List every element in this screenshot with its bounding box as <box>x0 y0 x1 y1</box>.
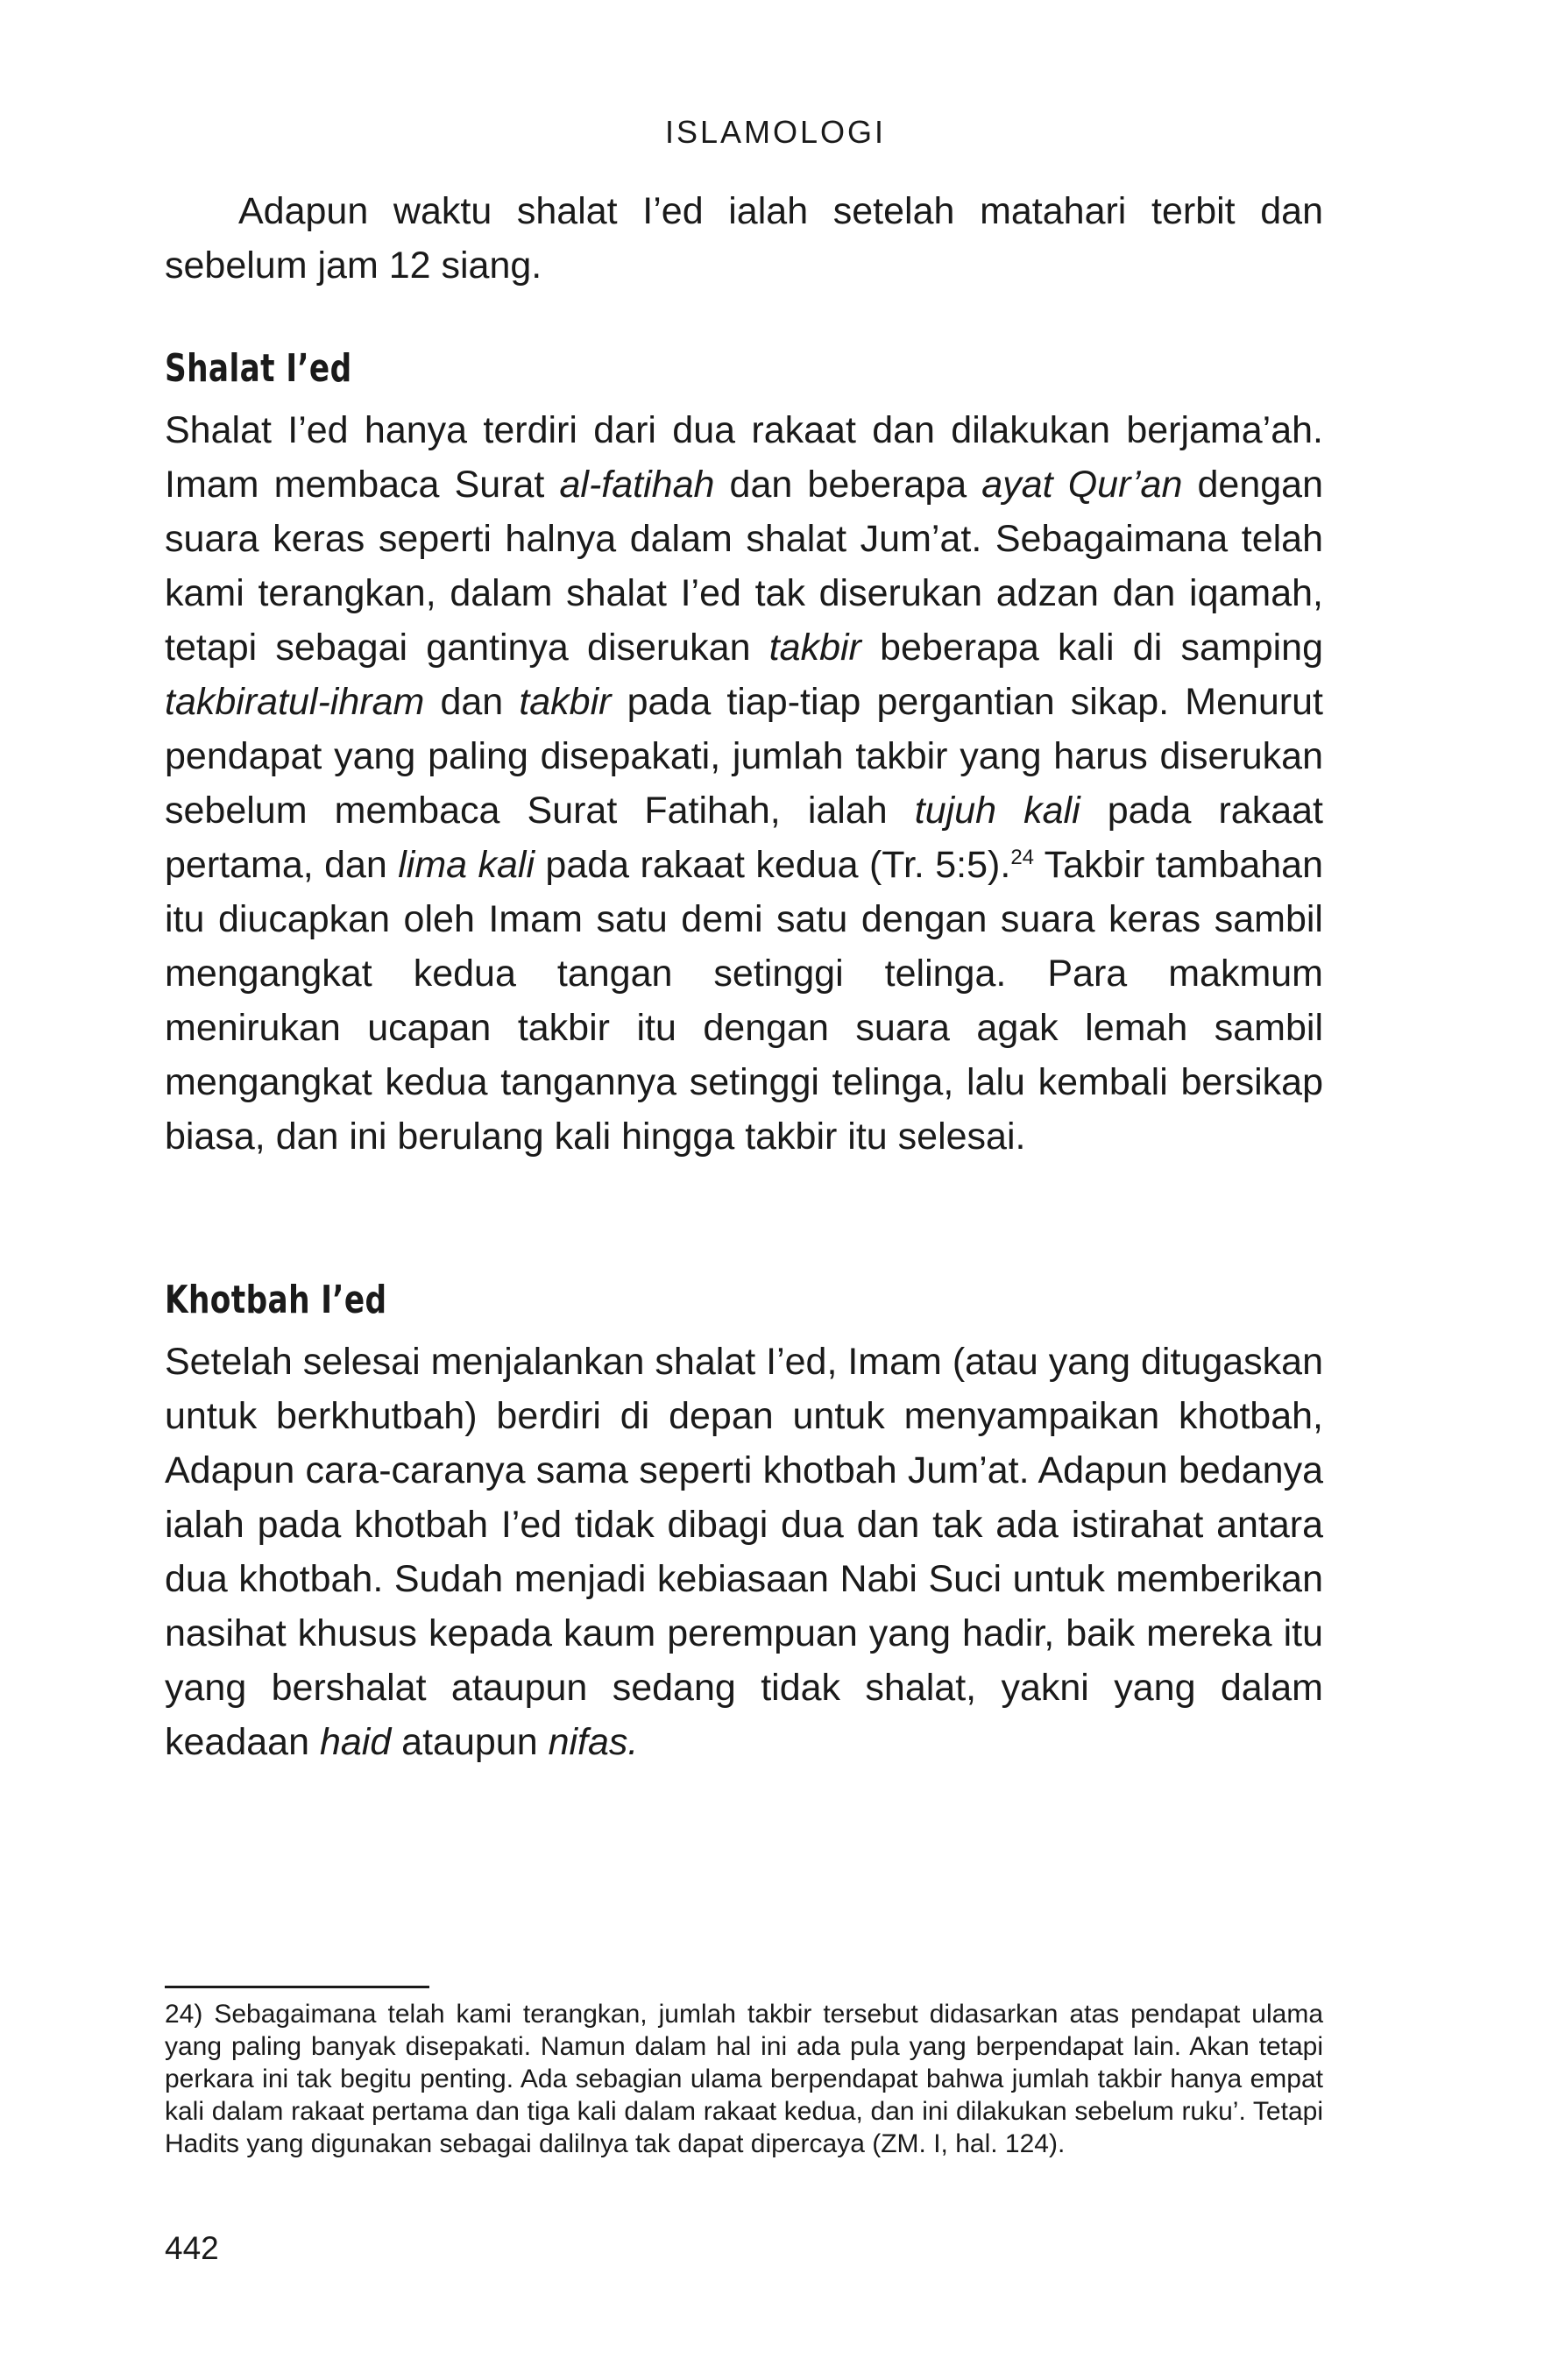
italic-term: nifas. <box>548 1721 639 1763</box>
khotbah-ied-paragraph <box>165 1335 1323 1769</box>
footnote-24: 24) Sebagaimana telah kami terangkan, jumlah takbir tersebut didasarkan atas pendapat ulama yang paling banyak disepakati. Namun dalam hal ini ada pula yang berpendapat lain. Akan tetapi perkara ini tak begitu penting. Ada sebagian ulama berpendapat bahwa jumlah takbir hanya empat kali dalam rakaat pertama dan tiga kali dalam rakaat kedua, dan ini dilakukan sebelum ruku’. Tetapi Hadits yang digunakan sebagai dalilnya tak dapat dipercaya (ZM. I, hal. 124). <box>165 2000 1323 2158</box>
italic-term: haid <box>319 1721 392 1763</box>
italic-term: takbir <box>768 627 861 669</box>
page-number: 442 <box>165 2230 219 2266</box>
text-run: Shalat I’ed hanya terdiri dari dua rakaat dan dilakukan berjama’ah. Imam membaca Surat <box>165 409 1323 506</box>
text-run: pada rakaat kedua (Tr. 5:5). <box>535 844 1011 886</box>
section-heading-khotbah-ied: Khotbah I’ed <box>165 1278 387 1322</box>
text-run: beberapa kali di samping <box>860 627 1323 669</box>
text-run: dan <box>424 681 520 723</box>
text-run: pada tiap-tiap pergantian sikap. Menurut pendapat yang paling disepakati, jumlah takbir yang harus diserukan sebelum membaca Surat Fatihah, ialah <box>165 681 1323 832</box>
intro-paragraph: Adapun waktu shalat I’ed ialah setelah matahari terbit dan sebelum jam 12 siang. <box>165 190 1323 287</box>
section-heading-shalat-ied: Shalat I’ed <box>165 346 352 391</box>
text-run: pada rakaat pertama, dan <box>165 790 1323 886</box>
text-run: Takbir tambahan itu diucapkan oleh Imam satu demi satu dengan suara keras sambil mengangkat kedua tangan setinggi telinga. Para makmum menirukan ucapan takbir itu dengan suara agak lemah sambil mengangkat kedua tangannya setinggi telinga, lalu kembali bersikap biasa, dan ini berulang kali hingga takbir itu selesai. <box>165 844 1324 1158</box>
italic-term: tujuh kali <box>914 790 1080 832</box>
text-run: ataupun <box>391 1721 549 1763</box>
footnote-divider <box>165 1986 429 1988</box>
italic-term: lima kali <box>398 844 535 886</box>
running-header: ISLAMOLOGI <box>664 114 887 150</box>
text-run: dengan suara keras seperti halnya dalam shalat Jum’at. Sebagaimana telah kami terangkan, dalam shalat I’ed tak diserukan adzan dan iqamah, tetapi sebagai gantinya diserukan <box>165 464 1324 669</box>
italic-term: takbir <box>519 681 612 723</box>
footnote-marker: 24 <box>1010 846 1035 869</box>
shalat-ied-paragraph <box>165 403 1323 1164</box>
italic-term: takbiratul-ihram <box>165 681 425 723</box>
text-run: Setelah selesai menjalankan shalat I’ed, Imam (atau yang ditugaskan untuk berkhutbah) berdiri di depan untuk menyampaikan khotbah, Adapun cara-caranya sama seperti khotbah Jum’at. Adapun bedanya ialah pada khotbah I’ed tidak dibagi dua dan tak ada istirahat antara dua khotbah. Sudah menjadi kebiasaan Nabi Suci untuk memberikan nasihat khusus kepada kaum perempuan yang hadir, baik mereka itu yang bershalat ataupun sedang tidak shalat, yakni yang dalam keadaan <box>165 1341 1323 1763</box>
italic-term: ayat Qur’an <box>981 464 1183 506</box>
italic-term: al-fatihah <box>559 464 715 506</box>
text-run: dan beberapa <box>714 464 982 506</box>
